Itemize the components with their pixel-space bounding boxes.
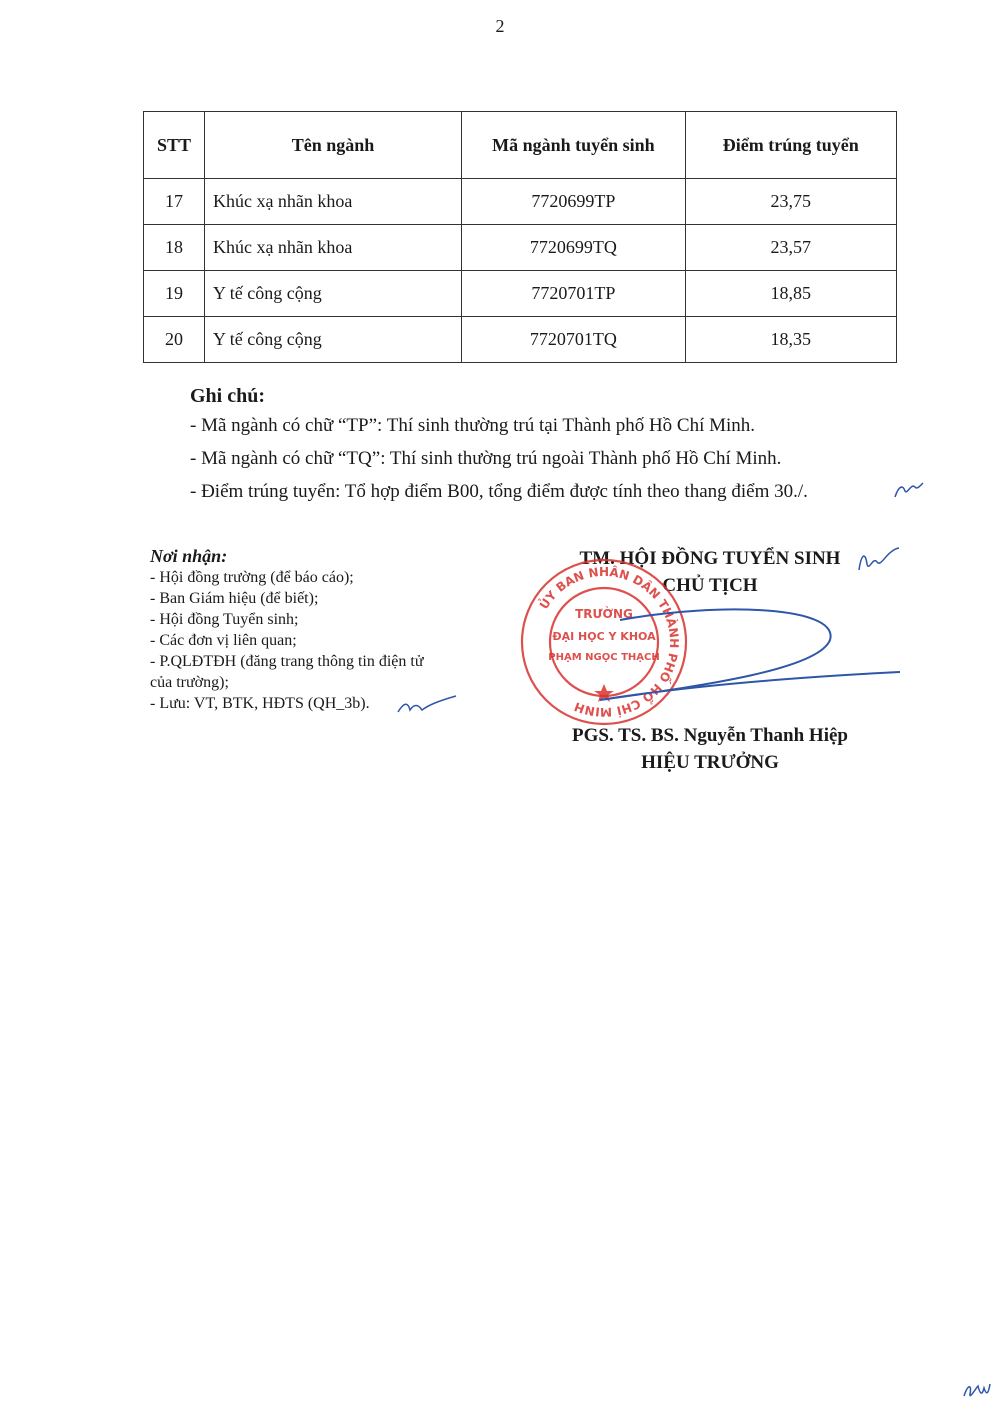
- table-row: [144, 225, 897, 271]
- header-major-name: Tên ngành: [204, 112, 461, 179]
- row-major-code: 7720701TQ: [462, 317, 685, 363]
- recipient-item: - P.QLĐTĐH (đăng trang thông tin điện tử: [150, 653, 424, 670]
- row-score: 23,75: [685, 179, 896, 225]
- row-major-code: 7720699TP: [462, 179, 685, 225]
- recipient-item: của trường);: [150, 674, 229, 691]
- row-score: 23,57: [685, 225, 896, 271]
- row-major-name: Y tế công cộng: [204, 271, 461, 317]
- row-major-name: Y tế công cộng: [204, 317, 461, 363]
- table-header-row: [144, 112, 897, 179]
- stamp-line2: ĐẠI HỌC Y KHOA: [552, 630, 656, 643]
- initial-mark-page: [962, 1380, 992, 1402]
- note-item: - Mã ngành có chữ “TP”: Thí sinh thường trú tại Thành phố Hồ Chí Minh.: [190, 415, 756, 436]
- signature-council-line: TM. HỘI ĐỒNG TUYỂN SINH: [579, 548, 841, 569]
- note-item: - Mã ngành có chữ “TQ”: Thí sinh thường trú ngoài Thành phố Hồ Chí Minh.: [190, 448, 782, 469]
- row-major-code: 7720701TP: [462, 271, 685, 317]
- row-stt: 17: [144, 179, 205, 225]
- signer-title: HIỆU TRƯỞNG: [641, 752, 779, 773]
- row-major-code: 7720699TQ: [462, 225, 685, 271]
- row-stt: 18: [144, 225, 205, 271]
- header-stt: STT: [144, 112, 205, 179]
- header-major-code: Mã ngành tuyển sinh: [462, 112, 685, 179]
- recipient-item: - Lưu: VT, BTK, HĐTS (QH_3b).: [150, 695, 370, 712]
- recipient-item: - Hội đồng trường (để báo cáo);: [150, 569, 354, 586]
- table-row: [144, 271, 897, 317]
- recipients-section: [150, 545, 510, 714]
- notes-title: Ghi chú:: [190, 385, 266, 407]
- recipient-item: - Các đơn vị liên quan;: [150, 632, 297, 649]
- initial-mark-recipients: [396, 694, 458, 716]
- row-major-name: Khúc xạ nhãn khoa: [204, 225, 461, 271]
- signature-autograph: [580, 600, 910, 710]
- initial-mark-signature: [857, 546, 901, 574]
- row-major-name: Khúc xạ nhãn khoa: [204, 179, 461, 225]
- recipients-title: Nơi nhận:: [150, 546, 228, 566]
- initial-mark-notes: [893, 477, 925, 501]
- signer-name: PGS. TS. BS. Nguyễn Thanh Hiệp: [572, 725, 848, 746]
- table-row: [144, 317, 897, 363]
- recipient-item: - Hội đồng Tuyển sinh;: [150, 611, 299, 628]
- row-stt: 20: [144, 317, 205, 363]
- stamp-line1: TRƯỜNG: [575, 607, 633, 621]
- row-score: 18,85: [685, 271, 896, 317]
- note-item: - Điểm trúng tuyển: Tổ hợp điểm B00, tổng điểm được tính theo thang điểm 30./.: [190, 481, 808, 502]
- stamp-ring-text: ỦY BAN NHÂN DÂN THÀNH PHỐ HỒ CHÍ MINH: [536, 564, 682, 720]
- signer-block: [520, 722, 900, 776]
- stamp-line3: PHẠM NGỌC THẠCH: [548, 652, 660, 663]
- page-number: 2: [495, 16, 505, 36]
- header-score: Điểm trúng tuyển: [685, 112, 896, 179]
- notes-section: [190, 383, 950, 508]
- recipient-item: - Ban Giám hiệu (để biết);: [150, 590, 319, 607]
- signature-role-line: CHỦ TỊCH: [662, 575, 758, 596]
- row-stt: 19: [144, 271, 205, 317]
- table-row: [144, 179, 897, 225]
- row-score: 18,35: [685, 317, 896, 363]
- admission-score-table: [143, 111, 897, 363]
